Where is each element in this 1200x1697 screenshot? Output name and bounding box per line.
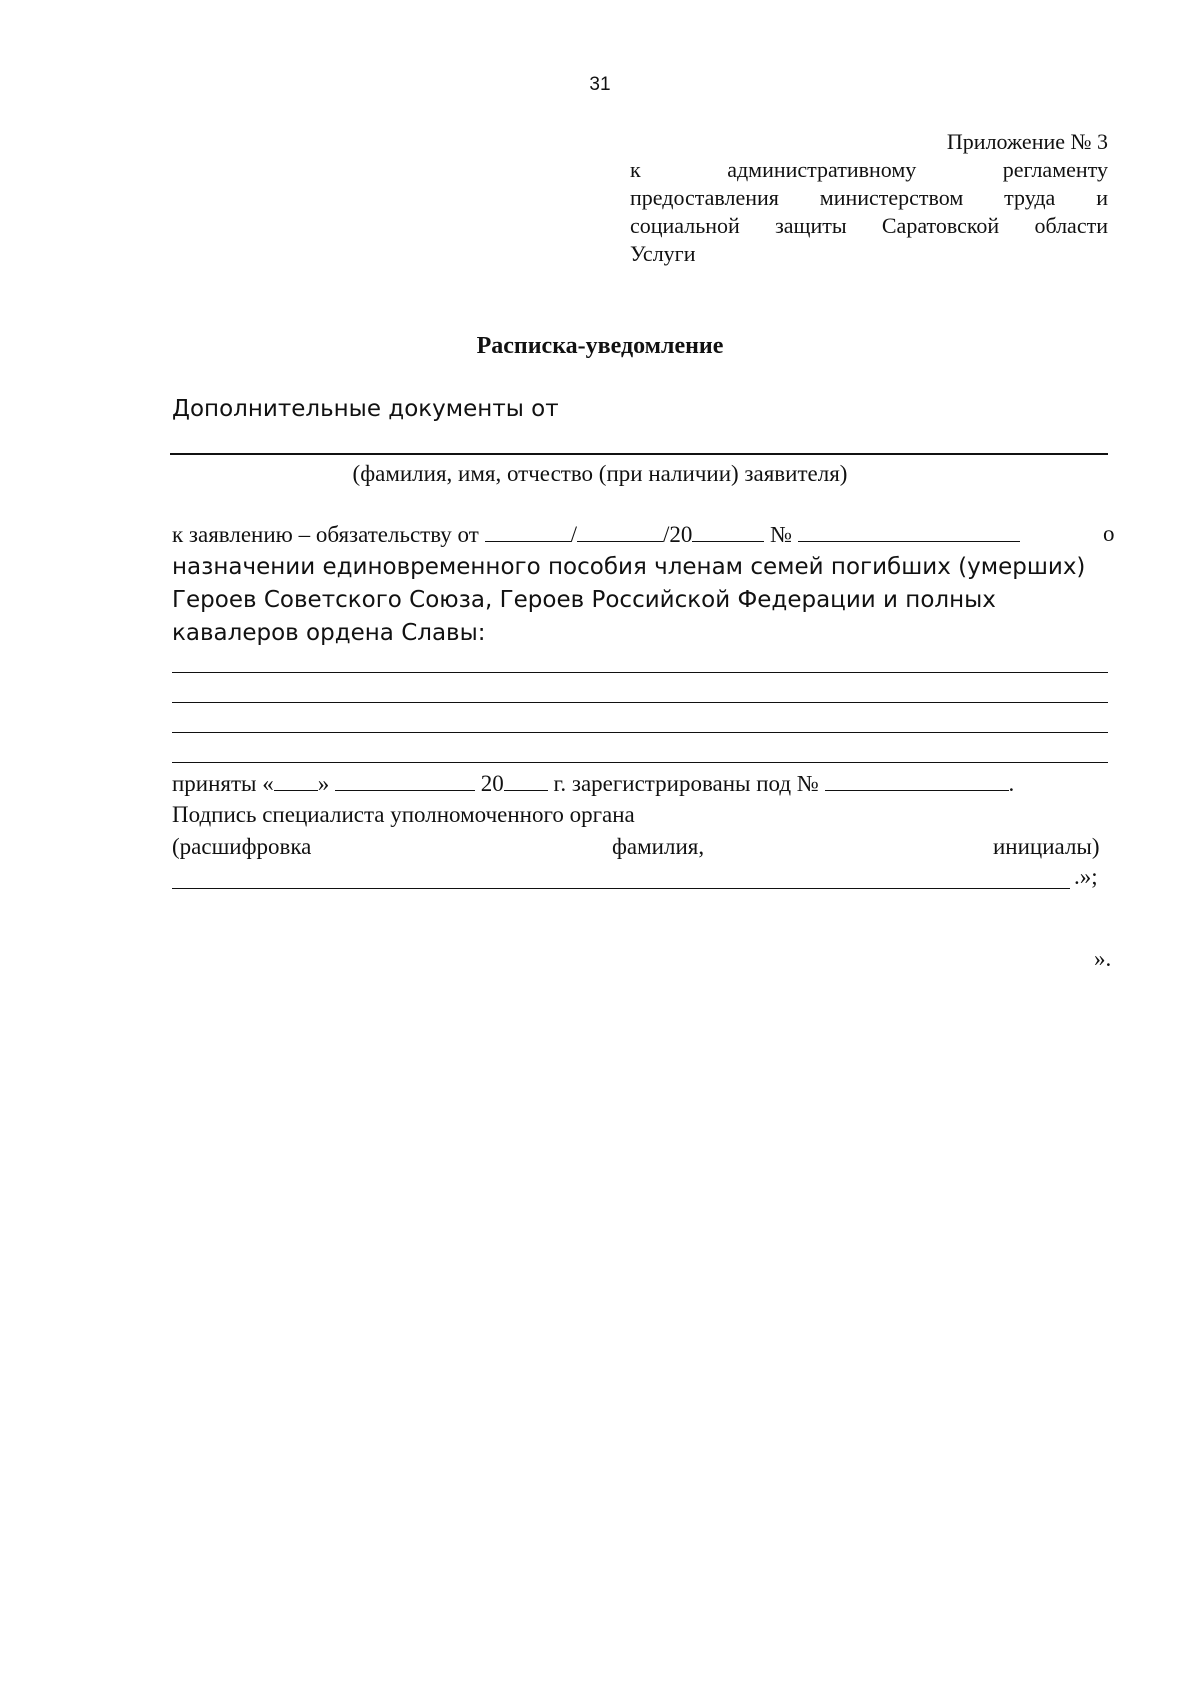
signature-blank-line[interactable] <box>172 888 1070 889</box>
appendix-word: труда <box>1004 185 1056 210</box>
statement-suffix: о <box>1103 521 1115 546</box>
appendix-line-3 <box>630 212 1108 240</box>
accepted-year-prefix: 20 <box>480 771 504 796</box>
appendix-word: и <box>1096 185 1108 210</box>
date-slash: / <box>570 522 577 547</box>
signature-label: Подпись специалиста уполномоченного органа <box>172 802 635 827</box>
appendix-word: Саратовской <box>881 213 1000 238</box>
appendix-title: Приложение № 3 <box>946 129 1108 154</box>
statement-line-2: назначении единовременного пособия членам семей погибших (умерших) <box>172 554 1086 580</box>
appendix-word: министерством <box>819 185 964 210</box>
decoding-word-2: фамилия, <box>612 834 705 859</box>
appendix-word: области <box>1034 213 1108 238</box>
statement-line-4: кавалеров ордена Славы: <box>172 620 486 646</box>
month-field[interactable] <box>577 521 663 542</box>
number-sign: № <box>770 522 793 547</box>
statement-line-1 <box>172 521 1020 548</box>
statement-prefix: к заявлению – обязательству от <box>172 522 479 547</box>
appendix-word: защиты <box>775 213 847 238</box>
accepted-year-field[interactable] <box>504 770 548 791</box>
year-prefix: /20 <box>662 522 693 547</box>
documents-blank-line-1[interactable] <box>172 672 1108 673</box>
registered-label: г. зарегистрированы под № <box>553 771 819 796</box>
accepted-end: . <box>1008 771 1015 796</box>
documents-blank-line-3[interactable] <box>172 732 1108 733</box>
appendix-header <box>630 128 1108 268</box>
additional-docs-label: Дополнительные документы от <box>172 396 559 422</box>
appendix-word: социальной <box>630 213 740 238</box>
accepted-day-field[interactable] <box>274 770 318 791</box>
appendix-word: регламенту <box>1002 157 1108 182</box>
statement-line-3: Героев Советского Союза, Героев Российской Федерации и полных <box>172 587 996 613</box>
decoding-word-3: инициалы) <box>993 834 1100 859</box>
page-number: 31 <box>589 74 611 95</box>
appendix-word: предоставления <box>630 185 779 210</box>
registration-number-field[interactable] <box>825 770 1009 791</box>
closing-quote: ». <box>1094 946 1112 971</box>
document-title: Расписка-уведомление <box>476 333 724 359</box>
appendix-word: административному <box>727 157 917 182</box>
accepted-close-quote: » <box>317 771 330 796</box>
appendix-line-2 <box>630 184 1108 212</box>
documents-blank-line-4[interactable] <box>172 762 1108 763</box>
decoding-word-1: (расшифровка <box>172 834 312 859</box>
appendix-word: к <box>630 157 641 182</box>
statement-number-field[interactable] <box>798 521 1020 542</box>
day-field[interactable] <box>485 521 571 542</box>
appendix-line-1 <box>630 156 1108 184</box>
year-field[interactable] <box>692 521 764 542</box>
documents-blank-line-2[interactable] <box>172 702 1108 703</box>
applicant-name-line[interactable] <box>170 453 1108 455</box>
accepted-prefix: приняты « <box>172 771 274 796</box>
appendix-line-4: Услуги <box>630 241 696 266</box>
applicant-caption: (фамилия, имя, отчество (при наличии) заявителя) <box>352 461 848 486</box>
signature-end: .»; <box>1074 864 1098 889</box>
accepted-line <box>172 770 1014 797</box>
accepted-month-field[interactable] <box>335 770 475 791</box>
